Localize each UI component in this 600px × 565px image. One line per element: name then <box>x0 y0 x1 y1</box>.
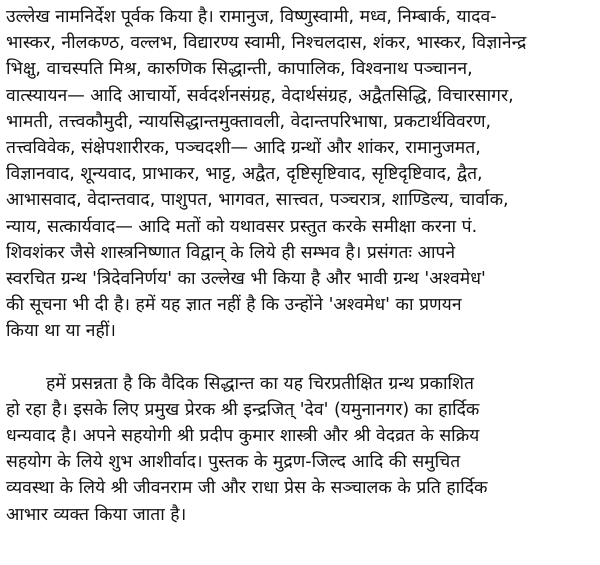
text-line: भास्कर, नीलकण्ठ, वल्लभ, विद्यारण्य स्वामी, निश्चलदास, शंकर, भास्कर, विज्ञानेन्द्र <box>6 33 527 54</box>
paragraph-2 <box>6 371 594 528</box>
text-line: वात्स्यायन— आदि आचार्यो, सर्वदर्शनसंग्रह, वेदार्थसंग्रह, अद्वैतसिद्धि, विचारसागर, <box>6 85 514 106</box>
text-line: भिक्षु, वाचस्पति मिश्र, कारुणिक सिद्धान्ती, कापालिक, विश्वनाथ पञ्चानन, <box>6 59 473 80</box>
paragraph-spacer <box>6 344 594 370</box>
text-line: धन्यवाद है। अपने सहयोगी श्री प्रदीप कुमार शास्त्री और श्री वेदव्रत के सक्रिय <box>6 426 480 446</box>
text-line: सहयोग के लिये शुभ आशीर्वाद। पुस्तक के मुद्रण-जिल्द आदि की समुचित <box>6 452 461 473</box>
text-line: स्वरचित ग्रन्थ 'त्रिदेवनिर्णय' का उल्लेख भी किया है और भावी ग्रन्थ 'अश्वमेध' <box>6 268 486 289</box>
text-line: व्यवस्था के लिये श्री जीवनराम जी और राधा प्रेस के सञ्चालक के प्रति हार्दिक <box>6 478 488 499</box>
text-line: किया था या नहीं। <box>6 321 116 342</box>
paragraph-1 <box>6 4 594 344</box>
text-line: तत्त्वविवेक, संक्षेपशारीरक, पञ्चदशी— आदि ग्रन्थों और शांकर, रामानुजमत, <box>6 137 481 158</box>
text-line: न्याय, सत्कार्यवाद— आदि मतों को यथावसर प्रस्तुत करके समीक्षा करना पं. <box>6 216 478 237</box>
text-line: आभासवाद, वेदान्तवाद, पाशुपत, भागवत, सात्त्वत, पञ्चरात्र, शाण्डिल्य, चार्वाक, <box>6 190 509 211</box>
text-line: उल्लेख नामनिर्देश पूर्वक किया है। रामानुज, विष्णुस्वामी, मध्व, निम्बार्क, यादव- <box>6 7 497 27</box>
text-line: भामती, तत्त्वकौमुदी, न्यायसिद्धान्तमुक्तावली, वेदान्तपरिभाषा, प्रकटार्थविवरण, <box>6 111 492 132</box>
text-line: आभार व्यक्त किया जाता है। <box>6 504 187 525</box>
text-line: हमें प्रसन्नता है कि वैदिक सिद्धान्त का यह चिरप्रतीक्षित ग्रन्थ प्रकाशित <box>46 373 474 394</box>
text-line: की सूचना भी दी है। हमें यह ज्ञात नहीं है कि उन्होंने 'अश्वमेध' का प्रणयन <box>6 295 462 316</box>
text-line: शिवशंकर जैसे शास्त्रनिष्णात विद्वान् के लिये ही सम्भव है। प्रसंगतः आपने <box>6 242 456 263</box>
text-line: हो रहा है। इसके लिए प्रमुख प्रेरक श्री इन्द्रजित् 'देव' (यमुनानगर) का हार्दिक <box>6 399 480 420</box>
text-line: विज्ञानवाद, शून्यवाद, प्राभाकर, भाट्ट, अद्वैत, दृष्टिसृष्टिवाद, सृष्टिदृष्टिवाद, द्वैत, <box>6 164 483 185</box>
